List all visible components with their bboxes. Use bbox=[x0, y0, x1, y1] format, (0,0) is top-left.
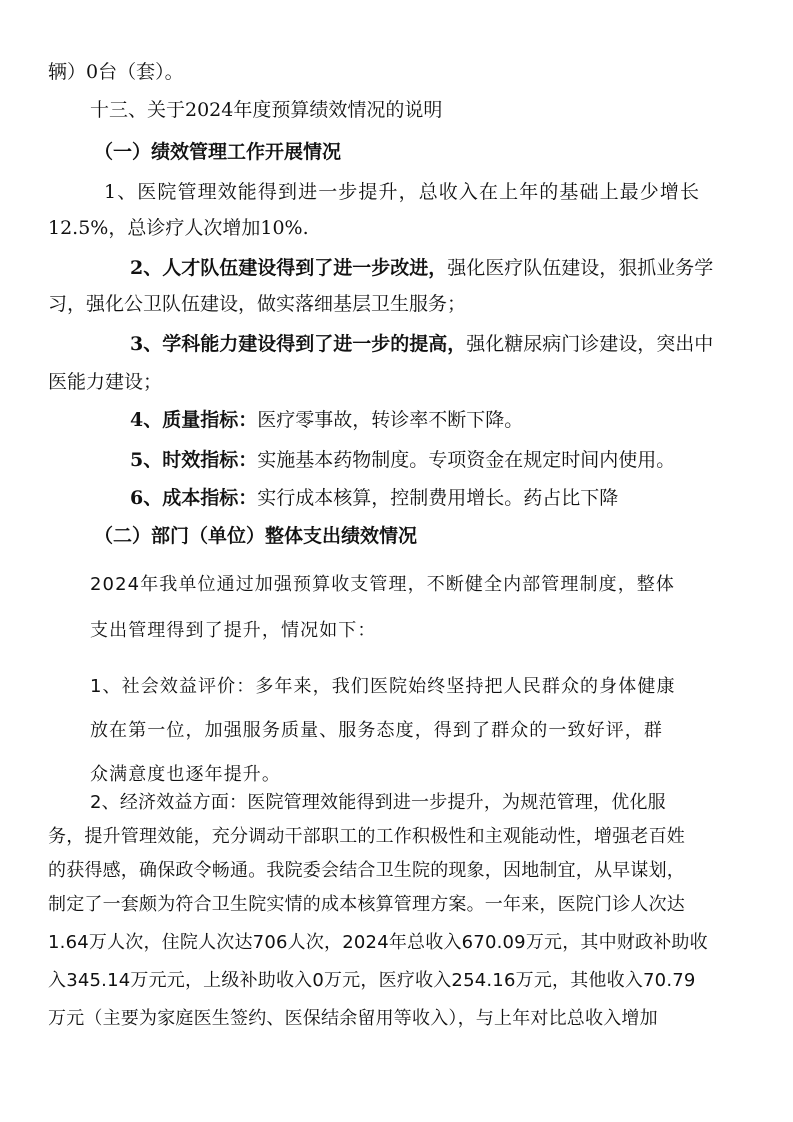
text-line bbox=[130, 256, 713, 280]
text-span: 实行成本核算，控制费用增长。药占比下降 bbox=[257, 487, 619, 509]
bold-lead: 3、学科能力建设得到了进一步的提高， bbox=[130, 333, 467, 355]
text-line: 12.5%，总诊疗人次增加10%. bbox=[48, 217, 309, 239]
text-span: 强化糖尿病门诊建设，突出中 bbox=[466, 333, 714, 355]
text-line: 医能力建设； bbox=[48, 371, 163, 393]
subsection-heading: （二）部门（单位）整体支出绩效情况 bbox=[94, 525, 418, 547]
text-line: 2、经济效益方面：医院管理效能得到进一步提升，为规范管理，优化服 bbox=[90, 792, 666, 813]
text-line: 放在第一位，加强服务质量、服务态度，得到了群众的一致好评，群 bbox=[90, 720, 663, 741]
text-line bbox=[130, 408, 523, 432]
text-line: 辆）0台（套）。 bbox=[48, 61, 184, 83]
text-line: 1、社会效益评价：多年来，我们医院始终坚持把人民群众的身体健康 bbox=[90, 676, 676, 697]
text-line: 入345.14万元元，上级补助收入0万元，医疗收入254.16万元，其他收入70.79 bbox=[48, 970, 696, 991]
text-line: 的获得感，确保政令畅通。我院委会结合卫生院的现象，因地制宜，从早谋划， bbox=[48, 860, 685, 881]
section-heading: 十三、关于2024年度预算绩效情况的说明 bbox=[90, 99, 443, 121]
bold-lead: 4、质量指标： bbox=[130, 409, 258, 431]
text-line: 1.64万人次，住院人次达706人次，2024年总收入670.09万元，其中财政补助收 bbox=[48, 932, 708, 953]
text-span: 医疗零事故，转诊率不断下降。 bbox=[257, 409, 524, 431]
text-line bbox=[130, 332, 713, 356]
subsection-heading: （一）绩效管理工作开展情况 bbox=[94, 141, 342, 163]
text-line: 习，强化公卫队伍建设，做实落细基层卫生服务； bbox=[48, 293, 467, 315]
text-line: 万元（主要为家庭医生签约、医保结余留用等收入），与上年对比总收入增加 bbox=[48, 1008, 658, 1029]
text-line: 支出管理得到了提升，情况如下： bbox=[90, 620, 377, 641]
text-line bbox=[130, 448, 675, 472]
bold-lead: 2、人才队伍建设得到了进一步改进， bbox=[130, 257, 448, 279]
bold-lead: 5、时效指标： bbox=[130, 449, 258, 471]
bold-lead: 6、成本指标： bbox=[130, 487, 258, 509]
text-span: 强化医疗队伍建设，狠抓业务学 bbox=[447, 257, 714, 279]
text-line: 务，提升管理效能，充分调动干部职工的工作积极性和主观能动性，增强老百姓 bbox=[48, 826, 685, 847]
text-line: 2024年我单位通过加强预算收支管理，不断健全内部管理制度，整体 bbox=[90, 574, 676, 595]
text-line bbox=[130, 486, 618, 510]
text-line: 1、医院管理效能得到进一步提升，总收入在上年的基础上最少增长 bbox=[104, 181, 701, 203]
text-line: 制定了一套颇为符合卫生院实情的成本核算管理方案。一年来，医院门诊人次达 bbox=[48, 894, 685, 915]
text-line: 众满意度也逐年提升。 bbox=[90, 764, 281, 785]
text-span: 实施基本药物制度。专项资金在规定时间内使用。 bbox=[257, 449, 676, 471]
